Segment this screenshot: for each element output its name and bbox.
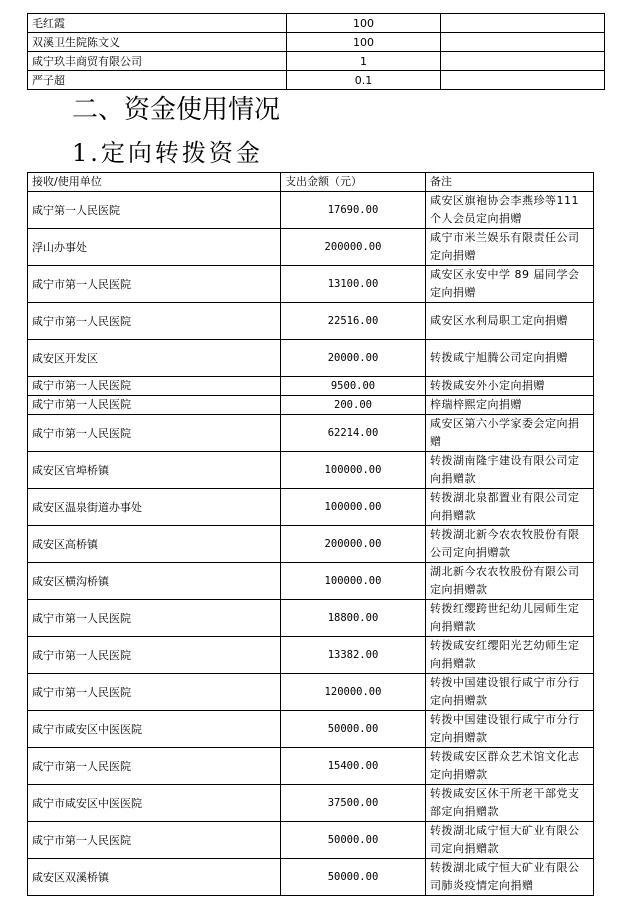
unit-cell: 咸宁第一人民医院	[28, 192, 281, 229]
table-row	[28, 563, 594, 600]
donor-note	[441, 33, 605, 52]
amount-cell: 100000.00	[281, 489, 426, 526]
amount-cell: 13100.00	[281, 266, 426, 303]
unit-cell: 咸宁市第一人民医院	[28, 415, 281, 452]
unit-cell: 咸宁市第一人民医院	[28, 377, 281, 396]
unit-cell: 咸宁市咸安区中医医院	[28, 785, 281, 822]
amount-cell: 50000.00	[281, 859, 426, 896]
donor-name: 咸宁玖丰商贸有限公司	[28, 52, 287, 71]
table-row	[28, 711, 594, 748]
note-cell: 转拨湖北新今农农牧股份有限公司定向捐赠款	[426, 526, 594, 563]
amount-cell: 200.00	[281, 396, 426, 415]
table-row	[28, 303, 594, 340]
note-cell: 咸安区第六小学家委会定向捐赠	[426, 415, 594, 452]
table-row	[28, 748, 594, 785]
table-row	[28, 526, 594, 563]
table-row	[28, 192, 594, 229]
donor-table	[27, 13, 605, 90]
unit-cell: 咸安区高桥镇	[28, 526, 281, 563]
subsection-title: 1.定向转拨资金	[72, 139, 263, 167]
table-header-row	[28, 173, 594, 192]
note-cell: 咸安区永安中学 89 届同学会定向捐赠	[426, 266, 594, 303]
amount-cell: 62214.00	[281, 415, 426, 452]
unit-cell: 咸宁市第一人民医院	[28, 303, 281, 340]
note-cell: 转拨中国建设银行咸宁市分行定向捐赠款	[426, 674, 594, 711]
donor-note	[441, 52, 605, 71]
amount-cell: 100000.00	[281, 452, 426, 489]
donor-amount: 100	[287, 33, 441, 52]
note-cell: 转拨湖北咸宁恒大矿业有限公司定向捐赠款	[426, 822, 594, 859]
column-header-note: 备注	[426, 173, 594, 192]
donor-name: 毛红霞	[28, 14, 287, 33]
note-cell: 转拨咸宁旭腾公司定向捐赠	[426, 340, 594, 377]
unit-cell: 咸宁市第一人民医院	[28, 266, 281, 303]
table-row	[28, 71, 605, 90]
section-title: 二、资金使用情况	[72, 95, 281, 125]
amount-cell: 50000.00	[281, 711, 426, 748]
table-row	[28, 452, 594, 489]
table-row	[28, 415, 594, 452]
unit-cell: 咸宁市第一人民医院	[28, 396, 281, 415]
donor-amount: 100	[287, 14, 441, 33]
amount-cell: 17690.00	[281, 192, 426, 229]
unit-cell: 咸安区官埠桥镇	[28, 452, 281, 489]
column-header-unit: 接收/使用单位	[28, 173, 281, 192]
note-cell: 转拨中国建设银行咸宁市分行定向捐赠款	[426, 711, 594, 748]
table-row	[28, 785, 594, 822]
donor-amount: 0.1	[287, 71, 441, 90]
column-header-amount: 支出金额（元）	[281, 173, 426, 192]
note-cell: 转拨湖北泉都置业有限公司定向捐赠款	[426, 489, 594, 526]
note-cell: 梓瑞梓熙定向捐赠	[426, 396, 594, 415]
note-cell: 咸安区旗袍协会李燕珍等111个人会员定向捐赠	[426, 192, 594, 229]
note-cell: 咸安区水利局职工定向捐赠	[426, 303, 594, 340]
note-cell: 转拨咸安外小定向捐赠	[426, 377, 594, 396]
table-row	[28, 396, 594, 415]
unit-cell: 咸安区温泉街道办事处	[28, 489, 281, 526]
donor-amount: 1	[287, 52, 441, 71]
donor-note	[441, 71, 605, 90]
amount-cell: 13382.00	[281, 637, 426, 674]
table-row	[28, 600, 594, 637]
table-row	[28, 340, 594, 377]
note-cell: 湖北新今农农牧股份有限公司定向捐赠款	[426, 563, 594, 600]
note-cell: 转拨湖北咸宁恒大矿业有限公司肺炎疫情定向捐赠	[426, 859, 594, 896]
transfer-table	[27, 172, 594, 896]
unit-cell: 浮山办事处	[28, 229, 281, 266]
table-row	[28, 377, 594, 396]
note-cell: 咸宁市米兰娱乐有限责任公司定向捐赠	[426, 229, 594, 266]
unit-cell: 咸安区横沟桥镇	[28, 563, 281, 600]
unit-cell: 咸宁市第一人民医院	[28, 748, 281, 785]
amount-cell: 100000.00	[281, 563, 426, 600]
note-cell: 转拨咸安区群众艺术馆文化志定向捐赠款	[426, 748, 594, 785]
unit-cell: 咸宁市第一人民医院	[28, 674, 281, 711]
amount-cell: 15400.00	[281, 748, 426, 785]
note-cell: 转拨红缨跨世纪幼儿园师生定向捐赠款	[426, 600, 594, 637]
unit-cell: 咸安区开发区	[28, 340, 281, 377]
note-cell: 转拨咸安红缨阳光艺幼师生定向捐赠款	[426, 637, 594, 674]
table-row	[28, 33, 605, 52]
table-row	[28, 52, 605, 71]
note-cell: 转拨咸安区休干所老干部党支部定向捐赠款	[426, 785, 594, 822]
amount-cell: 22516.00	[281, 303, 426, 340]
amount-cell: 50000.00	[281, 822, 426, 859]
amount-cell: 9500.00	[281, 377, 426, 396]
unit-cell: 咸宁市第一人民医院	[28, 637, 281, 674]
table-row	[28, 229, 594, 266]
table-row	[28, 489, 594, 526]
donor-note	[441, 14, 605, 33]
amount-cell: 18800.00	[281, 600, 426, 637]
amount-cell: 20000.00	[281, 340, 426, 377]
unit-cell: 咸宁市咸安区中医医院	[28, 711, 281, 748]
table-row	[28, 637, 594, 674]
amount-cell: 200000.00	[281, 526, 426, 563]
amount-cell: 200000.00	[281, 229, 426, 266]
donor-name: 严子超	[28, 71, 287, 90]
amount-cell: 120000.00	[281, 674, 426, 711]
table-row	[28, 674, 594, 711]
amount-cell: 37500.00	[281, 785, 426, 822]
note-cell: 转拨湖南隆宇建设有限公司定向捐赠款	[426, 452, 594, 489]
unit-cell: 咸宁市第一人民医院	[28, 600, 281, 637]
table-row	[28, 14, 605, 33]
table-row	[28, 822, 594, 859]
unit-cell: 咸安区双溪桥镇	[28, 859, 281, 896]
table-row	[28, 859, 594, 896]
donor-name: 双溪卫生院陈文义	[28, 33, 287, 52]
table-row	[28, 266, 594, 303]
unit-cell: 咸宁市第一人民医院	[28, 822, 281, 859]
